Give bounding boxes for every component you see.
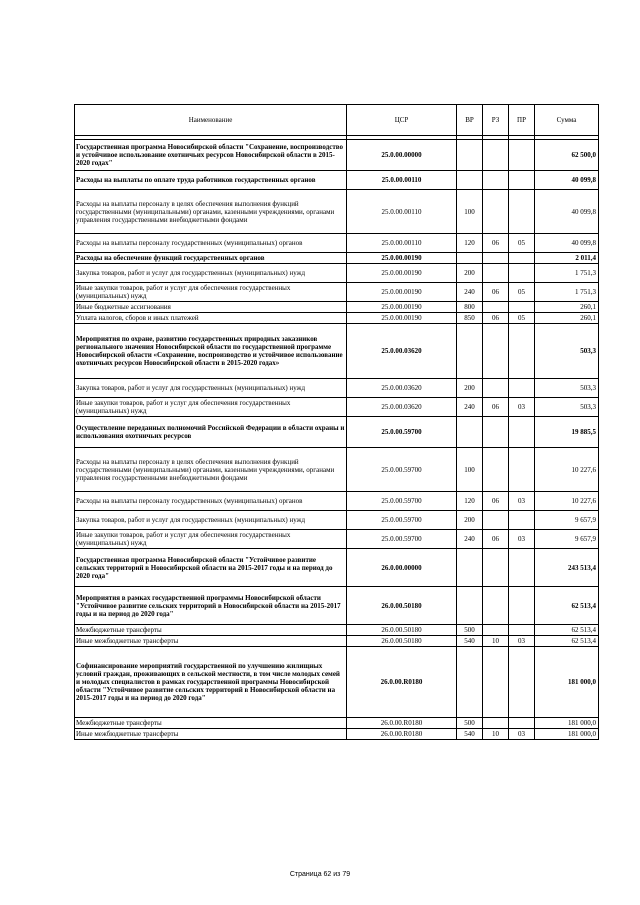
row-vr: [457, 587, 483, 625]
header-sum: Сумма: [535, 105, 599, 136]
row-vr: 540: [457, 636, 483, 647]
row-pr: [509, 511, 535, 530]
table-row: [75, 283, 599, 302]
row-vr: 200: [457, 264, 483, 283]
header-vr: ВР: [457, 105, 483, 136]
row-name: Иные межбюджетные трансферты: [75, 636, 347, 647]
row-csr: 25.0.00.00110: [347, 171, 457, 190]
row-pr: [509, 253, 535, 264]
table-row: [75, 264, 599, 283]
row-vr: 120: [457, 234, 483, 253]
budget-table: [74, 104, 599, 740]
row-name: Закупка товаров, работ и услуг для государственных (муниципальных) нужд: [75, 264, 347, 283]
row-sum: 19 885,5: [535, 417, 599, 448]
row-rz: 06: [483, 283, 509, 302]
row-vr: 850: [457, 313, 483, 324]
row-sum: 2 011,4: [535, 253, 599, 264]
page-footer: Страница 62 из 79: [289, 871, 351, 878]
row-csr: 26.0.00.50180: [347, 625, 457, 636]
row-rz: [483, 718, 509, 729]
row-vr: [457, 549, 483, 587]
row-vr: 200: [457, 511, 483, 530]
row-sum: 40 099,8: [535, 171, 599, 190]
row-rz: 06: [483, 492, 509, 511]
table-row: [75, 549, 599, 587]
row-vr: 540: [457, 729, 483, 740]
row-sum: 181 000,0: [535, 729, 599, 740]
row-sum: 10 227,6: [535, 448, 599, 492]
row-sum: 503,3: [535, 379, 599, 398]
table-row: [75, 417, 599, 448]
row-rz: 10: [483, 729, 509, 740]
row-rz: [483, 549, 509, 587]
row-vr: [457, 324, 483, 379]
row-pr: 03: [509, 636, 535, 647]
row-csr: 25.0.00.00190: [347, 313, 457, 324]
row-pr: 03: [509, 729, 535, 740]
table-row: [75, 625, 599, 636]
row-vr: 100: [457, 448, 483, 492]
row-pr: [509, 171, 535, 190]
table-body: [75, 140, 599, 740]
row-vr: [457, 647, 483, 718]
table-row: [75, 647, 599, 718]
row-pr: 05: [509, 283, 535, 302]
row-pr: 05: [509, 313, 535, 324]
row-pr: [509, 190, 535, 234]
row-vr: 800: [457, 302, 483, 313]
row-name: Закупка товаров, работ и услуг для государственных (муниципальных) нужд: [75, 379, 347, 398]
table-row: [75, 398, 599, 417]
table-row: [75, 313, 599, 324]
row-vr: 500: [457, 718, 483, 729]
row-vr: 120: [457, 492, 483, 511]
row-sum: 260,1: [535, 302, 599, 313]
row-vr: 240: [457, 283, 483, 302]
row-sum: 503,3: [535, 398, 599, 417]
row-rz: 06: [483, 530, 509, 549]
row-pr: [509, 718, 535, 729]
row-name: Закупка товаров, работ и услуг для государственных (муниципальных) нужд: [75, 511, 347, 530]
row-rz: [483, 324, 509, 379]
row-csr: 26.0.00.50180: [347, 636, 457, 647]
header-pr: ПР: [509, 105, 535, 136]
row-sum: 62 500,0: [535, 140, 599, 171]
row-pr: [509, 549, 535, 587]
row-csr: 25.0.00.59700: [347, 530, 457, 549]
row-rz: [483, 379, 509, 398]
row-name: Иные закупки товаров, работ и услуг для обеспечения государственных (муниципальных) нужд: [75, 398, 347, 417]
row-csr: 25.0.00.00110: [347, 234, 457, 253]
row-name: Расходы на выплаты персоналу в целях обеспечения выполнения функций государственными (муниципальными) органами, казенными учреждениями, органами управления государственными внебюджетными фондами: [75, 190, 347, 234]
row-vr: 500: [457, 625, 483, 636]
row-rz: [483, 511, 509, 530]
table-row: [75, 729, 599, 740]
row-rz: 06: [483, 234, 509, 253]
row-rz: [483, 647, 509, 718]
row-csr: 25.0.00.59700: [347, 492, 457, 511]
row-sum: 1 751,3: [535, 283, 599, 302]
row-name: Расходы на выплаты по оплате труда работников государственных органов: [75, 171, 347, 190]
header-rz: РЗ: [483, 105, 509, 136]
row-name: Расходы на выплаты персоналу в целях обеспечения выполнения функций государственными (муниципальными) органами, казенными учреждениями, органами управления государственными внебюджетными фондами: [75, 448, 347, 492]
table-row: [75, 448, 599, 492]
row-csr: 26.0.00.00000: [347, 549, 457, 587]
row-csr: 26.0.00.R0180: [347, 647, 457, 718]
row-name: Уплата налогов, сборов и иных платежей: [75, 313, 347, 324]
row-rz: [483, 587, 509, 625]
table-row: [75, 492, 599, 511]
row-rz: [483, 264, 509, 283]
row-rz: [483, 140, 509, 171]
header-csr: ЦСР: [347, 105, 457, 136]
row-name: Расходы на выплаты персоналу государственных (муниципальных) органов: [75, 234, 347, 253]
row-pr: [509, 647, 535, 718]
row-rz: 10: [483, 636, 509, 647]
row-vr: 200: [457, 379, 483, 398]
row-rz: [483, 448, 509, 492]
table-header-row: [75, 105, 599, 136]
row-name: Иные межбюджетные трансферты: [75, 729, 347, 740]
row-name: Расходы на выплаты персоналу государственных (муниципальных) органов: [75, 492, 347, 511]
row-name: Расходы на обеспечение функций государственных органов: [75, 253, 347, 264]
row-pr: 03: [509, 492, 535, 511]
row-csr: 26.0.00.R0180: [347, 729, 457, 740]
row-vr: [457, 253, 483, 264]
row-csr: 25.0.00.59700: [347, 511, 457, 530]
row-name: Межбюджетные трансферты: [75, 625, 347, 636]
row-vr: 240: [457, 398, 483, 417]
row-csr: 25.0.00.03620: [347, 398, 457, 417]
row-csr: 25.0.00.00110: [347, 190, 457, 234]
row-pr: 03: [509, 398, 535, 417]
row-name: Иные закупки товаров, работ и услуг для обеспечения государственных (муниципальных) нужд: [75, 530, 347, 549]
table-row: [75, 587, 599, 625]
table-row: [75, 511, 599, 530]
row-sum: 62 513,4: [535, 636, 599, 647]
row-pr: 03: [509, 530, 535, 549]
table-row: [75, 171, 599, 190]
row-rz: [483, 253, 509, 264]
row-csr: 26.0.00.R0180: [347, 718, 457, 729]
row-sum: 243 513,4: [535, 549, 599, 587]
row-rz: [483, 625, 509, 636]
row-csr: 25.0.00.03620: [347, 379, 457, 398]
row-name: Государственная программа Новосибирской области "Устойчивое развитие сельских территорий в Новосибирской области на 2015-2017 годы и на период до 2020 года": [75, 549, 347, 587]
table-row: [75, 253, 599, 264]
row-sum: 181 000,0: [535, 647, 599, 718]
table-row: [75, 302, 599, 313]
row-sum: 62 513,4: [535, 625, 599, 636]
row-sum: 62 513,4: [535, 587, 599, 625]
row-sum: 9 657,9: [535, 530, 599, 549]
table-row: [75, 234, 599, 253]
row-sum: 40 099,8: [535, 234, 599, 253]
row-csr: 26.0.00.50180: [347, 587, 457, 625]
table-row: [75, 530, 599, 549]
row-rz: [483, 171, 509, 190]
row-vr: [457, 417, 483, 448]
row-sum: 9 657,9: [535, 511, 599, 530]
row-rz: [483, 302, 509, 313]
row-rz: [483, 417, 509, 448]
row-csr: 25.0.00.00190: [347, 283, 457, 302]
row-name: Мероприятия по охране, развитию государственных природных заказников регионального значения Новосибирской области по государственной программе Новосибирской области «Сохранение, воспроизводство и устойчивое использование охотничьих ресурсов Новосибирской области в 2015-2020 годах»: [75, 324, 347, 379]
row-name: Иные бюджетные ассигнования: [75, 302, 347, 313]
table-row: [75, 140, 599, 171]
row-pr: [509, 264, 535, 283]
row-pr: 05: [509, 234, 535, 253]
row-pr: [509, 379, 535, 398]
table-row: [75, 718, 599, 729]
row-name: Государственная программа Новосибирской области "Сохранение, воспроизводство и устойчивое использование охотничьих ресурсов Новосибирской области в 2015-2020 годах": [75, 140, 347, 171]
row-csr: 25.0.00.00000: [347, 140, 457, 171]
table-row: [75, 324, 599, 379]
row-pr: [509, 587, 535, 625]
row-rz: 06: [483, 313, 509, 324]
row-csr: 25.0.00.59700: [347, 417, 457, 448]
row-name: Осуществление переданных полномочий Российской Федерации в области охраны и использования охотничьих ресурсов: [75, 417, 347, 448]
row-csr: 25.0.00.00190: [347, 264, 457, 283]
row-sum: 10 227,6: [535, 492, 599, 511]
row-rz: 06: [483, 398, 509, 417]
row-name: Мероприятия в рамках государственной программы Новосибирской области "Устойчивое развитие сельских территорий в Новосибирской области на 2015-2017 годы и на период до 2020 года": [75, 587, 347, 625]
row-pr: [509, 140, 535, 171]
row-sum: 503,3: [535, 324, 599, 379]
row-csr: 25.0.00.03620: [347, 324, 457, 379]
row-pr: [509, 324, 535, 379]
row-csr: 25.0.00.59700: [347, 448, 457, 492]
row-sum: 40 099,8: [535, 190, 599, 234]
row-vr: [457, 171, 483, 190]
row-sum: 181 000,0: [535, 718, 599, 729]
row-name: Межбюджетные трансферты: [75, 718, 347, 729]
row-vr: [457, 140, 483, 171]
table-row: [75, 379, 599, 398]
row-vr: 100: [457, 190, 483, 234]
row-name: Софинансирование мероприятий государственной по улучшению жилищных условий граждан, проживающих в сельской местности, в том числе молодых семей и молодых специалистов в рамках государственной программы Новосибирской области "Устойчивое развитие сельских территорий в Новосибирской области на 2015-2017 годы и на период до 2020 года": [75, 647, 347, 718]
row-sum: 1 751,3: [535, 264, 599, 283]
row-pr: [509, 417, 535, 448]
header-name: Наименование: [75, 105, 347, 136]
row-pr: [509, 302, 535, 313]
row-vr: 240: [457, 530, 483, 549]
row-name: Иные закупки товаров, работ и услуг для обеспечения государственных (муниципальных) нужд: [75, 283, 347, 302]
row-rz: [483, 190, 509, 234]
table-row: [75, 636, 599, 647]
row-sum: 260,1: [535, 313, 599, 324]
table-row: [75, 190, 599, 234]
row-pr: [509, 625, 535, 636]
row-csr: 25.0.00.00190: [347, 253, 457, 264]
row-pr: [509, 448, 535, 492]
row-csr: 25.0.00.00190: [347, 302, 457, 313]
